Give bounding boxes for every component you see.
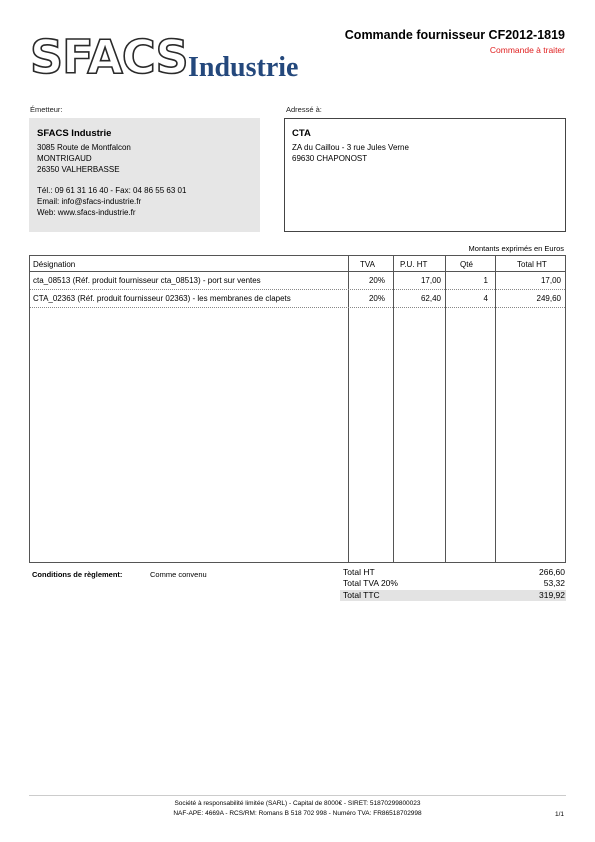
total-ttc-row (340, 590, 566, 601)
sender-address-2: MONTRIGAUD (37, 154, 92, 163)
recipient-address-1: ZA du Caillou - 3 rue Jules Verne (292, 143, 409, 152)
recipient-label: Adressé à: (286, 105, 322, 114)
total-ht-label: Total HT (343, 567, 375, 577)
items-table (29, 255, 566, 563)
sender-web: Web: www.sfacs-industrie.fr (37, 208, 136, 217)
total-tva-label: Total TVA 20% (343, 578, 398, 588)
total-ht-row (340, 567, 566, 578)
header-quantity: Qté (460, 260, 473, 269)
payment-terms-label: Conditions de règlement: (32, 570, 123, 579)
recipient-address-2: 69630 CHAPONOST (292, 154, 368, 163)
recipient-box (284, 118, 566, 232)
logo-subtitle: Industrie (188, 52, 299, 83)
cell-total: 17,00 (540, 276, 561, 285)
cell-quantity: 4 (483, 294, 488, 303)
page-number: 1/1 (554, 811, 564, 818)
cell-unit-price: 62,40 (420, 294, 441, 303)
table-row (30, 272, 565, 290)
total-ttc-value: 319,92 (539, 590, 565, 600)
currency-note: Montants exprimés en Euros (468, 244, 564, 253)
total-ht-value: 266,60 (539, 567, 565, 577)
table-row (30, 290, 565, 308)
footer-legal-line-2: NAF-APE: 4669A - RCS/RM: Romans B 518 702 998 - Numéro TVA: FR86518702998 (173, 810, 422, 817)
header-designation: Désignation (33, 260, 76, 269)
cell-designation: CTA_02363 (Réf. produit fournisseur 02363) - les membranes de clapets (33, 294, 291, 303)
header-total: Total HT (517, 260, 547, 269)
footer-divider (29, 795, 566, 796)
footer-legal-line-1: Société à responsabilité limitée (SARL) - Capital de 8000€ - SIRET: 51870299800023 (174, 800, 421, 807)
sender-address-1: 3085 Route de Montfalcon (37, 143, 131, 152)
cell-tva: 20% (368, 294, 385, 303)
payment-terms-value: Comme convenu (150, 570, 207, 579)
sender-email: Email: info@sfacs-industrie.fr (37, 197, 142, 206)
total-ttc-label: Total TTC (343, 590, 380, 600)
header-tva: TVA (360, 260, 375, 269)
logo-wordmark: SFACS (30, 30, 188, 84)
company-logo (30, 30, 315, 88)
sender-name: SFACS Industrie (37, 128, 112, 139)
cell-quantity: 1 (483, 276, 488, 285)
total-tva-value: 53,32 (543, 578, 565, 588)
total-tva-row (340, 578, 566, 589)
cell-unit-price: 17,00 (420, 276, 441, 285)
cell-total: 249,60 (536, 294, 561, 303)
sender-phone: Tél.: 09 61 31 16 40 - Fax: 04 86 55 63 01 (37, 186, 187, 195)
cell-tva: 20% (368, 276, 385, 285)
header-unit-price: P.U. HT (400, 260, 428, 269)
document-status: Commande à traiter (489, 45, 565, 55)
document-title: Commande fournisseur CF2012-1819 (344, 28, 565, 42)
recipient-name: CTA (292, 128, 311, 139)
sender-label: Émetteur: (30, 105, 63, 114)
sender-box (29, 118, 260, 232)
table-header (30, 256, 565, 272)
cell-designation: cta_08513 (Réf. produit fournisseur cta_08513) - port sur ventes (33, 276, 261, 285)
sender-address-3: 26350 VALHERBASSE (37, 165, 120, 174)
